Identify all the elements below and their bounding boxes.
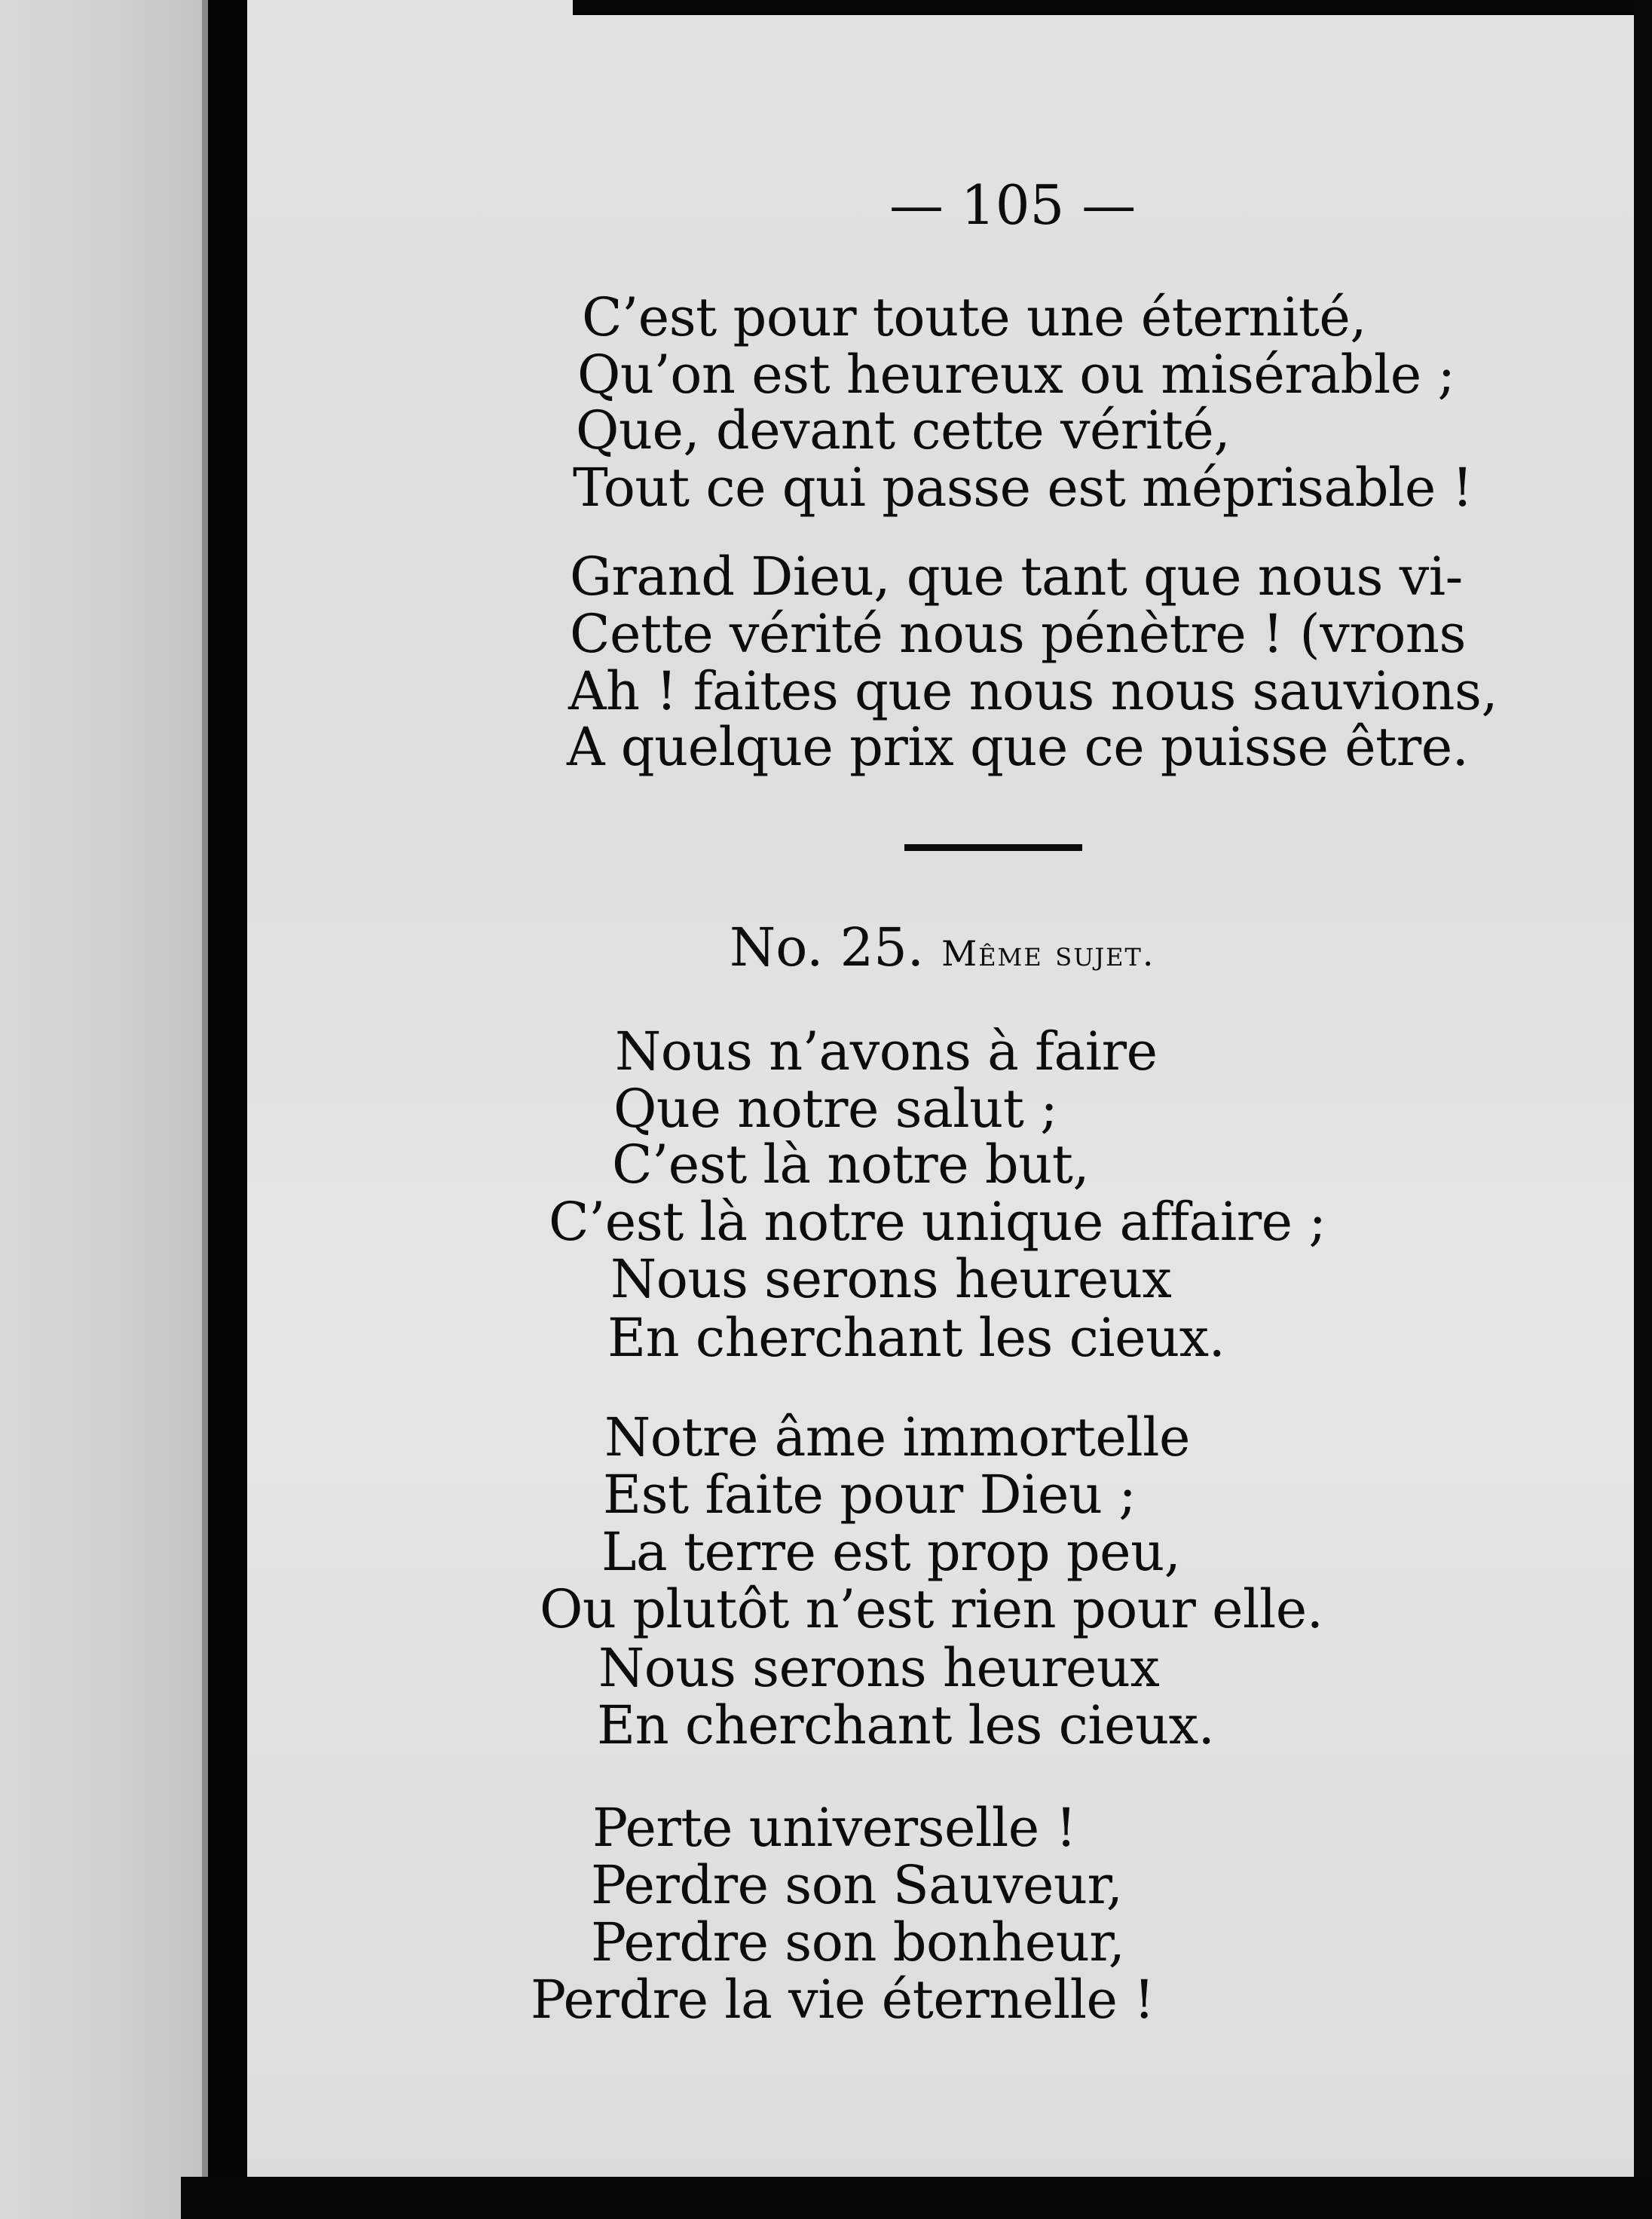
- verse-line: Perdre son bonheur,: [591, 1911, 1125, 1973]
- verse-line: Ou plutôt n’est rien pour elle.: [540, 1578, 1323, 1640]
- facing-page-edge: [0, 0, 202, 2219]
- verse-line: Que notre salut ;: [613, 1078, 1058, 1140]
- verse-line: C’est là notre but,: [612, 1134, 1090, 1195]
- verse-line: Qu’on est heureux ou misérable ;: [577, 344, 1455, 406]
- verse-line: En cherchant les cieux.: [597, 1694, 1215, 1756]
- gutter-line: [208, 0, 247, 2219]
- verse-line: Cette vérité nous pénètre ! (vrons: [570, 603, 1466, 665]
- section-divider: [904, 844, 1082, 851]
- verse-line: C’est là notre unique affaire ;: [549, 1191, 1326, 1253]
- top-scan-edge: [573, 0, 1652, 15]
- verse-line: Que, devant cette vérité,: [576, 399, 1231, 461]
- page-number: — 105 —: [889, 173, 1137, 237]
- verse-line: Grand Dieu, que tant que nous vi-: [570, 546, 1463, 608]
- verse-line: Perte universelle !: [592, 1797, 1077, 1859]
- hymn-heading: [730, 917, 1155, 978]
- verse-line: Tout ce qui passe est méprisable !: [573, 457, 1473, 519]
- verse-line: Nous serons heureux: [598, 1637, 1160, 1699]
- verse-line: Est faite pour Dieu ;: [603, 1464, 1137, 1526]
- hymn-title: Même sujet.: [941, 933, 1155, 974]
- verse-line: C’est pour toute une éternité,: [582, 286, 1367, 348]
- verse-line: La terre est prop peu,: [601, 1521, 1181, 1583]
- verse-line: Notre âme immortelle: [604, 1406, 1190, 1468]
- verse-line: Perdre la vie éternelle !: [531, 1969, 1155, 2031]
- verse-line: A quelque prix que ce puisse être.: [567, 716, 1469, 778]
- hymn-number: No. 25.: [730, 917, 924, 978]
- verse-line: Nous n’avons à faire: [615, 1021, 1158, 1082]
- verse-line: Nous serons heureux: [610, 1248, 1172, 1310]
- right-scan-edge: [1634, 0, 1652, 2219]
- bottom-scan-edge: [181, 2177, 1652, 2219]
- binding-shadow: [202, 0, 208, 2219]
- verse-line: Perdre son Sauveur,: [591, 1854, 1123, 1916]
- verse-line: En cherchant les cieux.: [607, 1307, 1225, 1369]
- verse-line: Ah ! faites que nous nous sauvions,: [568, 660, 1498, 722]
